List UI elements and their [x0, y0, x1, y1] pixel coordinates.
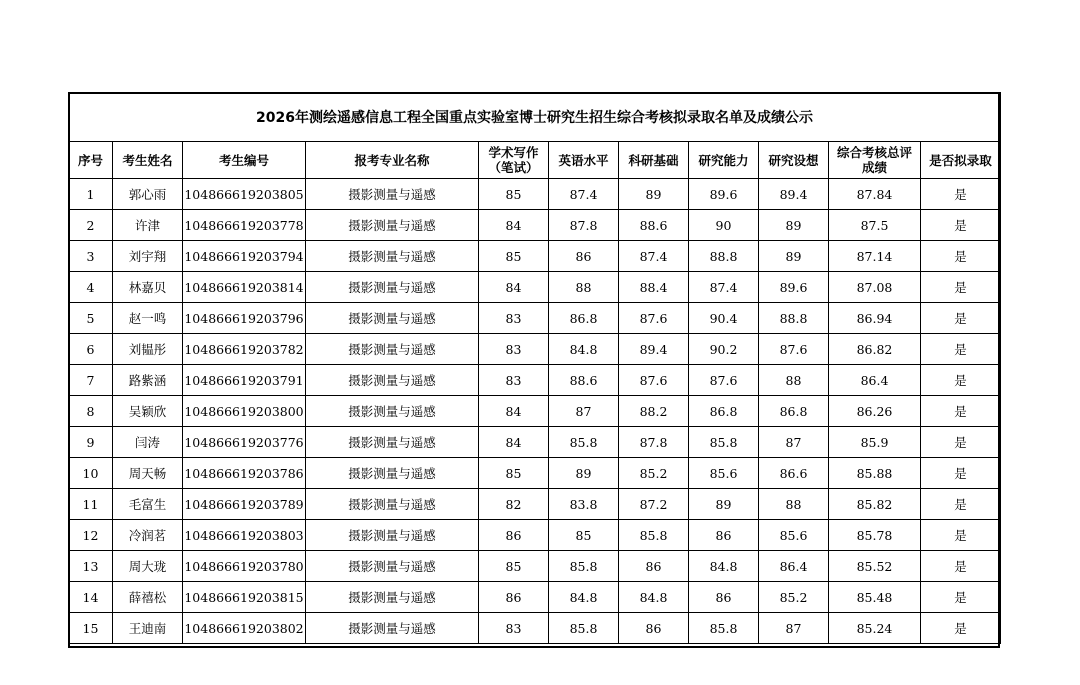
cell-name: 闫涛 — [113, 427, 183, 458]
table-row — [69, 210, 1001, 241]
header-writing — [479, 142, 549, 179]
cell-english: 85 — [549, 520, 619, 551]
cell-research-basis: 84.8 — [619, 582, 689, 613]
cell-admitted: 是 — [921, 241, 1001, 272]
cell-research-ability: 90.2 — [689, 334, 759, 365]
cell-research-basis: 87.6 — [619, 303, 689, 334]
table-row — [69, 489, 1001, 520]
cell-english: 85.8 — [549, 551, 619, 582]
cell-english: 88 — [549, 272, 619, 303]
cell-name: 薛禧松 — [113, 582, 183, 613]
header-total-line2: 成绩 — [861, 160, 887, 175]
cell-total: 86.4 — [829, 365, 921, 396]
cell-research-ability: 85.8 — [689, 613, 759, 644]
table-row — [69, 458, 1001, 489]
cell-id: 104866619203815 — [183, 582, 306, 613]
cell-english: 85.8 — [549, 427, 619, 458]
table-row — [69, 303, 1001, 334]
cell-major: 摄影测量与遥感 — [306, 210, 479, 241]
cell-research-basis: 87.8 — [619, 427, 689, 458]
table-row — [69, 272, 1001, 303]
cell-major: 摄影测量与遥感 — [306, 520, 479, 551]
cell-seq: 13 — [69, 551, 113, 582]
cell-writing: 83 — [479, 303, 549, 334]
cell-research-plan: 88 — [759, 365, 829, 396]
cell-name: 王迪南 — [113, 613, 183, 644]
header-admitted: 是否拟录取 — [921, 142, 1001, 179]
cell-research-plan: 88.8 — [759, 303, 829, 334]
cell-research-basis: 87.2 — [619, 489, 689, 520]
cell-major: 摄影测量与遥感 — [306, 272, 479, 303]
header-total — [829, 142, 921, 179]
cell-research-ability: 90 — [689, 210, 759, 241]
cell-admitted: 是 — [921, 210, 1001, 241]
cell-name: 路紫涵 — [113, 365, 183, 396]
cell-seq: 8 — [69, 396, 113, 427]
cell-total: 87.84 — [829, 179, 921, 210]
cell-research-plan: 86.4 — [759, 551, 829, 582]
cell-english: 86 — [549, 241, 619, 272]
cell-id: 104866619203802 — [183, 613, 306, 644]
cell-id: 104866619203776 — [183, 427, 306, 458]
cell-id: 104866619203778 — [183, 210, 306, 241]
header-research-basis: 科研基础 — [619, 142, 689, 179]
cell-writing: 85 — [479, 458, 549, 489]
cell-admitted: 是 — [921, 613, 1001, 644]
cell-admitted: 是 — [921, 458, 1001, 489]
cell-name: 郭心雨 — [113, 179, 183, 210]
header-writing-line1: 学术写作 — [488, 145, 539, 160]
cell-english: 89 — [549, 458, 619, 489]
cell-total: 87.08 — [829, 272, 921, 303]
cell-id: 104866619203805 — [183, 179, 306, 210]
cell-major: 摄影测量与遥感 — [306, 613, 479, 644]
cell-id: 104866619203794 — [183, 241, 306, 272]
cell-id: 104866619203791 — [183, 365, 306, 396]
cell-research-ability: 86 — [689, 582, 759, 613]
cell-admitted: 是 — [921, 582, 1001, 613]
cell-research-ability: 87.4 — [689, 272, 759, 303]
table-row — [69, 520, 1001, 551]
cell-research-basis: 89.4 — [619, 334, 689, 365]
cell-admitted: 是 — [921, 551, 1001, 582]
table-row — [69, 396, 1001, 427]
cell-total: 86.94 — [829, 303, 921, 334]
cell-major: 摄影测量与遥感 — [306, 427, 479, 458]
cell-major: 摄影测量与遥感 — [306, 458, 479, 489]
cell-major: 摄影测量与遥感 — [306, 489, 479, 520]
cell-research-plan: 89.4 — [759, 179, 829, 210]
cell-research-basis: 87.4 — [619, 241, 689, 272]
cell-total: 87.14 — [829, 241, 921, 272]
cell-writing: 84 — [479, 396, 549, 427]
cell-seq: 10 — [69, 458, 113, 489]
cell-english: 87.8 — [549, 210, 619, 241]
cell-major: 摄影测量与遥感 — [306, 179, 479, 210]
cell-research-basis: 86 — [619, 613, 689, 644]
cell-seq: 3 — [69, 241, 113, 272]
cell-admitted: 是 — [921, 365, 1001, 396]
cell-research-ability: 86.8 — [689, 396, 759, 427]
table-body — [69, 179, 1001, 644]
cell-english: 86.8 — [549, 303, 619, 334]
cell-admitted: 是 — [921, 489, 1001, 520]
cell-writing: 84 — [479, 272, 549, 303]
cell-seq: 4 — [69, 272, 113, 303]
cell-writing: 83 — [479, 334, 549, 365]
cell-writing: 85 — [479, 179, 549, 210]
cell-seq: 1 — [69, 179, 113, 210]
cell-research-basis: 85.2 — [619, 458, 689, 489]
cell-admitted: 是 — [921, 520, 1001, 551]
cell-total: 87.5 — [829, 210, 921, 241]
cell-id: 104866619203780 — [183, 551, 306, 582]
cell-research-ability: 84.8 — [689, 551, 759, 582]
cell-writing: 82 — [479, 489, 549, 520]
table-row — [69, 427, 1001, 458]
cell-id: 104866619203789 — [183, 489, 306, 520]
cell-id: 104866619203814 — [183, 272, 306, 303]
cell-research-basis: 89 — [619, 179, 689, 210]
cell-research-ability: 85.6 — [689, 458, 759, 489]
table-row — [69, 179, 1001, 210]
cell-research-basis: 86 — [619, 551, 689, 582]
cell-research-plan: 85.2 — [759, 582, 829, 613]
table-row — [69, 334, 1001, 365]
cell-total: 85.48 — [829, 582, 921, 613]
cell-admitted: 是 — [921, 179, 1001, 210]
cell-research-basis: 88.6 — [619, 210, 689, 241]
cell-name: 刘韫彤 — [113, 334, 183, 365]
cell-research-plan: 86.6 — [759, 458, 829, 489]
table-row — [69, 551, 1001, 582]
cell-name: 毛富生 — [113, 489, 183, 520]
header-writing-line2: （笔试） — [488, 160, 539, 175]
cell-major: 摄影测量与遥感 — [306, 303, 479, 334]
cell-writing: 86 — [479, 520, 549, 551]
cell-total: 85.52 — [829, 551, 921, 582]
cell-research-plan: 86.8 — [759, 396, 829, 427]
cell-seq: 12 — [69, 520, 113, 551]
cell-seq: 15 — [69, 613, 113, 644]
cell-research-ability: 90.4 — [689, 303, 759, 334]
cell-name: 林嘉贝 — [113, 272, 183, 303]
cell-seq: 5 — [69, 303, 113, 334]
cell-name: 刘宇翔 — [113, 241, 183, 272]
cell-admitted: 是 — [921, 334, 1001, 365]
header-seq: 序号 — [69, 142, 113, 179]
cell-admitted: 是 — [921, 272, 1001, 303]
table-row — [69, 241, 1001, 272]
admission-results-table — [68, 92, 1001, 644]
cell-major: 摄影测量与遥感 — [306, 551, 479, 582]
cell-total: 85.24 — [829, 613, 921, 644]
cell-seq: 11 — [69, 489, 113, 520]
header-total-line1: 综合考核总评 — [836, 145, 912, 160]
cell-total: 85.78 — [829, 520, 921, 551]
header-research-ability: 研究能力 — [689, 142, 759, 179]
cell-research-plan: 89 — [759, 210, 829, 241]
cell-seq: 7 — [69, 365, 113, 396]
cell-id: 104866619203803 — [183, 520, 306, 551]
cell-writing: 83 — [479, 613, 549, 644]
cell-admitted: 是 — [921, 396, 1001, 427]
cell-research-plan: 89 — [759, 241, 829, 272]
cell-id: 104866619203786 — [183, 458, 306, 489]
cell-name: 周大珑 — [113, 551, 183, 582]
header-english: 英语水平 — [549, 142, 619, 179]
table-row — [69, 365, 1001, 396]
cell-research-ability: 89 — [689, 489, 759, 520]
cell-name: 冷润茗 — [113, 520, 183, 551]
cell-id: 104866619203782 — [183, 334, 306, 365]
cell-research-plan: 87.6 — [759, 334, 829, 365]
header-row — [69, 142, 1001, 179]
cell-research-plan: 85.6 — [759, 520, 829, 551]
cell-writing: 84 — [479, 210, 549, 241]
cell-english: 84.8 — [549, 582, 619, 613]
cell-research-ability: 87.6 — [689, 365, 759, 396]
cell-total: 85.82 — [829, 489, 921, 520]
cell-name: 周天畅 — [113, 458, 183, 489]
cell-research-basis: 88.4 — [619, 272, 689, 303]
cell-major: 摄影测量与遥感 — [306, 582, 479, 613]
cell-major: 摄影测量与遥感 — [306, 334, 479, 365]
cell-research-ability: 89.6 — [689, 179, 759, 210]
cell-research-plan: 87 — [759, 427, 829, 458]
cell-english: 85.8 — [549, 613, 619, 644]
cell-id: 104866619203800 — [183, 396, 306, 427]
cell-seq: 9 — [69, 427, 113, 458]
cell-total: 86.82 — [829, 334, 921, 365]
cell-total: 85.88 — [829, 458, 921, 489]
cell-research-basis: 85.8 — [619, 520, 689, 551]
cell-seq: 14 — [69, 582, 113, 613]
cell-id: 104866619203796 — [183, 303, 306, 334]
cell-major: 摄影测量与遥感 — [306, 241, 479, 272]
cell-seq: 6 — [69, 334, 113, 365]
header-name: 考生姓名 — [113, 142, 183, 179]
cell-major: 摄影测量与遥感 — [306, 365, 479, 396]
cell-english: 88.6 — [549, 365, 619, 396]
cell-research-ability: 88.8 — [689, 241, 759, 272]
table-row — [69, 613, 1001, 644]
cell-english: 87 — [549, 396, 619, 427]
cell-major: 摄影测量与遥感 — [306, 396, 479, 427]
header-major: 报考专业名称 — [306, 142, 479, 179]
cell-admitted: 是 — [921, 303, 1001, 334]
cell-writing: 85 — [479, 241, 549, 272]
cell-seq: 2 — [69, 210, 113, 241]
cell-writing: 83 — [479, 365, 549, 396]
cell-research-ability: 86 — [689, 520, 759, 551]
cell-writing: 84 — [479, 427, 549, 458]
cell-research-basis: 88.2 — [619, 396, 689, 427]
cell-research-ability: 85.8 — [689, 427, 759, 458]
cell-total: 85.9 — [829, 427, 921, 458]
cell-english: 87.4 — [549, 179, 619, 210]
table-title: 2026年测绘遥感信息工程全国重点实验室博士研究生招生综合考核拟录取名单及成绩公示 — [69, 93, 1001, 142]
title-row — [69, 93, 1001, 142]
cell-research-plan: 89.6 — [759, 272, 829, 303]
cell-english: 83.8 — [549, 489, 619, 520]
cell-research-plan: 88 — [759, 489, 829, 520]
cell-writing: 86 — [479, 582, 549, 613]
header-research-plan: 研究设想 — [759, 142, 829, 179]
cell-research-basis: 87.6 — [619, 365, 689, 396]
cell-total: 86.26 — [829, 396, 921, 427]
table-row — [69, 582, 1001, 613]
cell-name: 赵一鸣 — [113, 303, 183, 334]
cell-research-plan: 87 — [759, 613, 829, 644]
cell-admitted: 是 — [921, 427, 1001, 458]
header-id: 考生编号 — [183, 142, 306, 179]
cell-writing: 85 — [479, 551, 549, 582]
cell-english: 84.8 — [549, 334, 619, 365]
cell-name: 吴颖欣 — [113, 396, 183, 427]
cell-name: 许津 — [113, 210, 183, 241]
